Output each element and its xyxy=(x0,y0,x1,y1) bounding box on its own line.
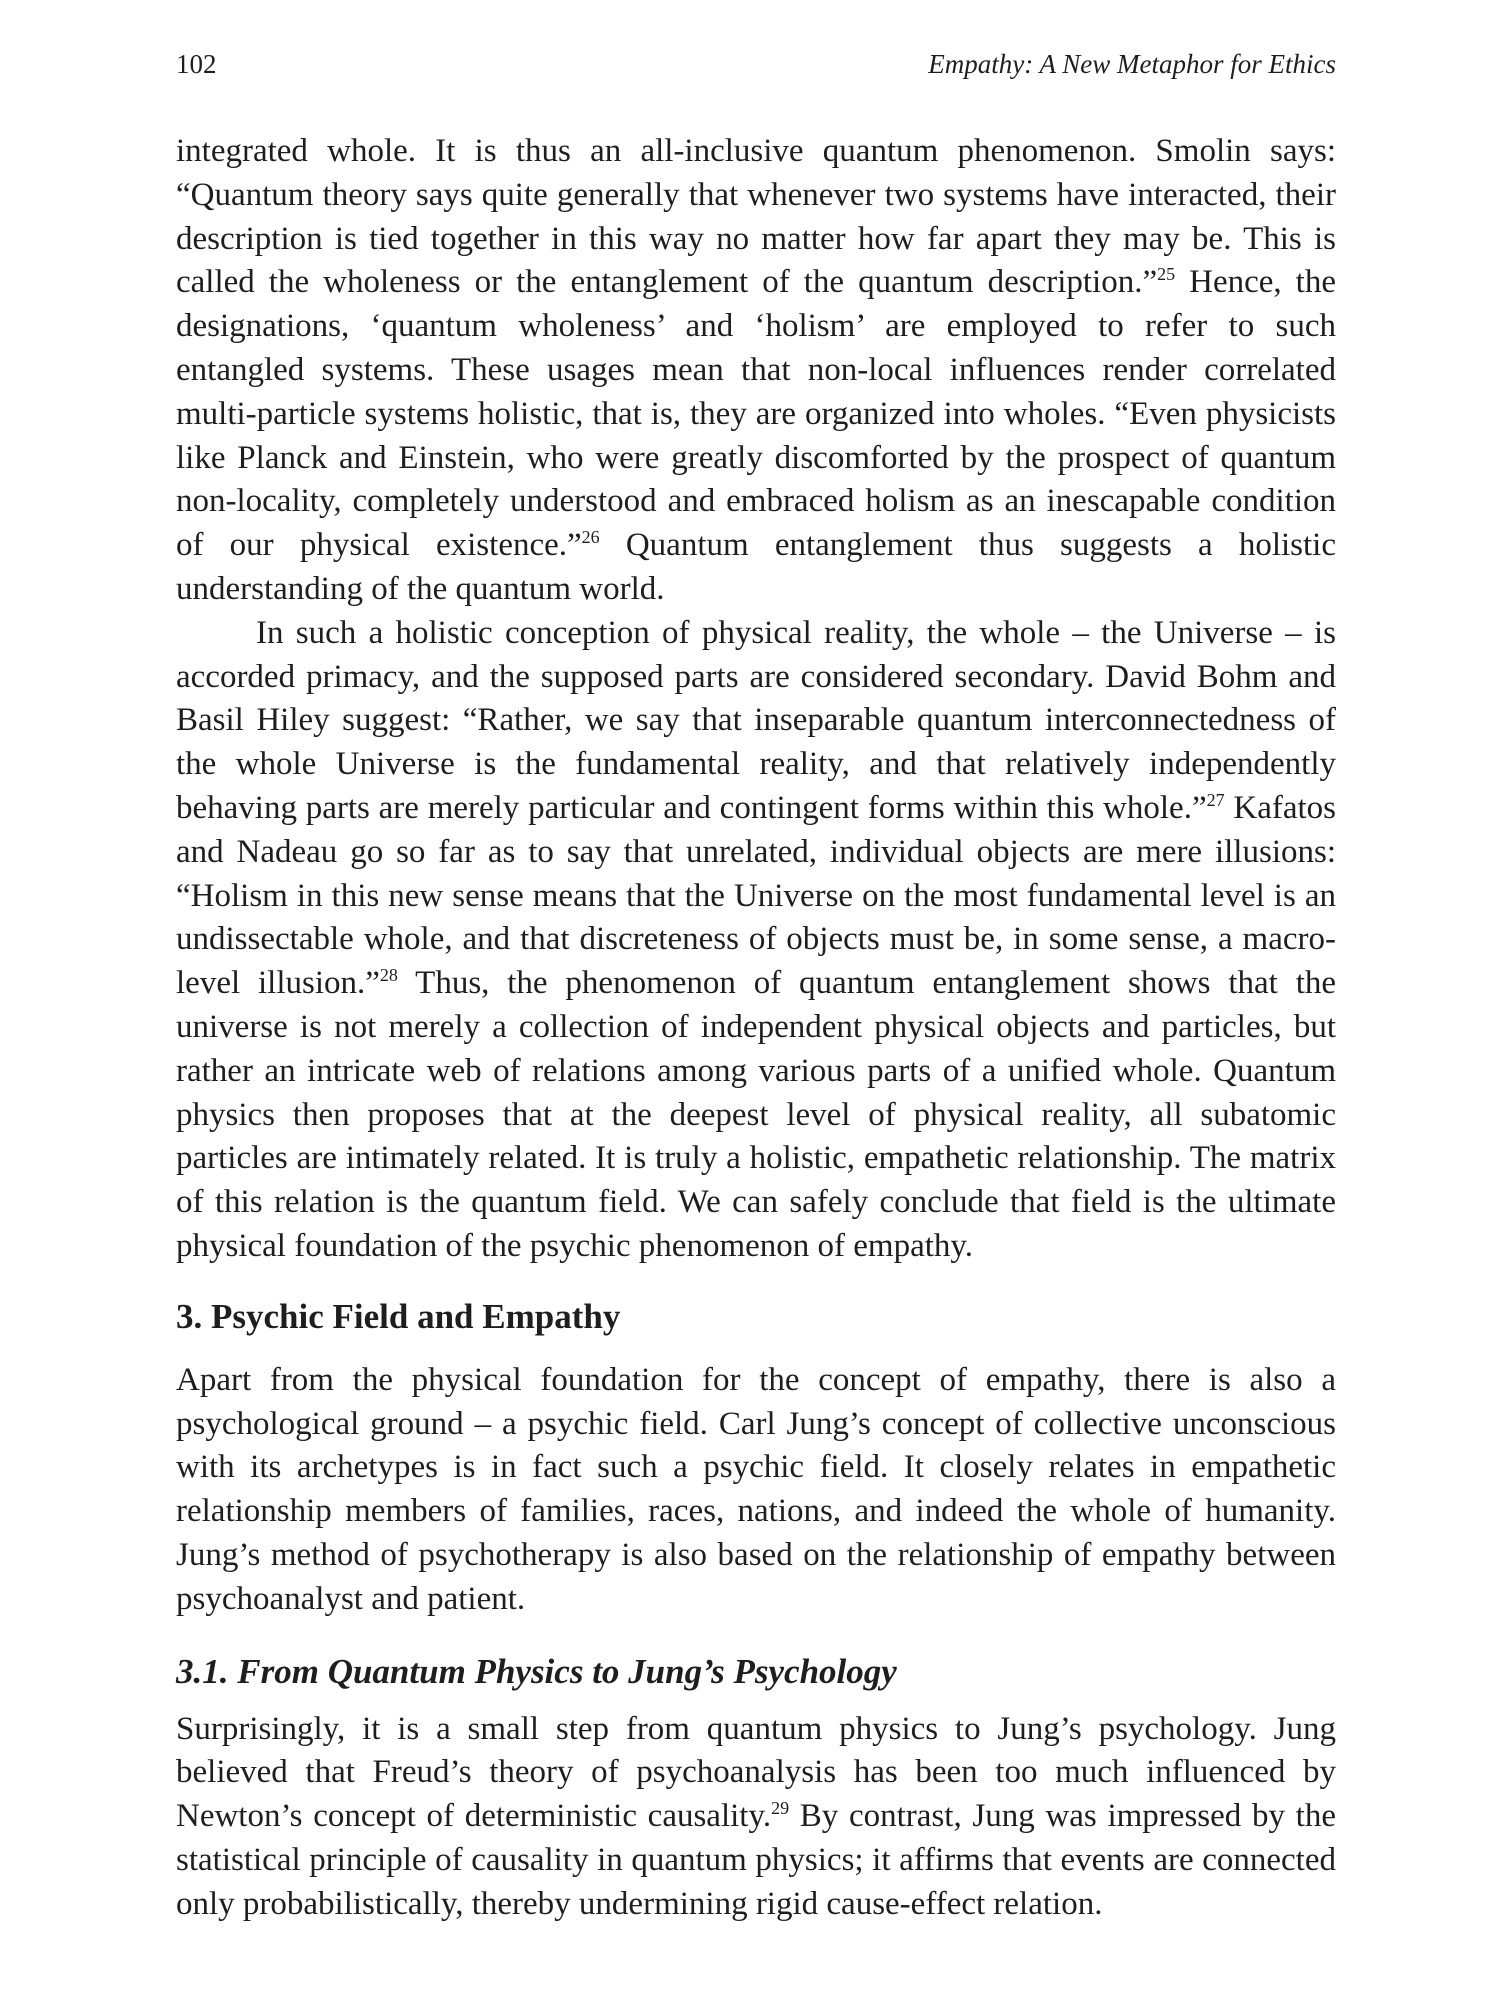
subsection-heading-quantum-to-jung: 3.1. From Quantum Physics to Jung’s Psychology xyxy=(176,1651,897,1691)
paragraph-text: Kafatos and Nadeau go so far as to say that unrelated, individual objects are mere illusions: “Holism in this new sense means that the Universe on the most fundamental level is an undissectable whole, and that discreteness of objects must be, in some sense, a macro-level illusion.” xyxy=(176,789,1336,1002)
paragraph-text: Surprisingly, it is a small step from quantum physics to Jung’s psychology. Jung believed that Freud’s theory of psychoanalysis has been too much influenced by Newton’s concept of deterministic causality. xyxy=(176,1710,1336,1835)
page-number: 102 xyxy=(176,49,217,79)
footnote-marker-25: 25 xyxy=(1157,264,1176,285)
paragraph-text: Quantum entanglement thus suggests a holistic understanding of the quantum world. xyxy=(176,527,1336,607)
footnote-marker-29: 29 xyxy=(771,1798,790,1819)
paragraph-holistic-conception xyxy=(176,612,1336,1269)
paragraph-text: integrated whole. It is thus an all-inclusive quantum phenomenon. Smolin says: “Quantum theory says quite generally that whenever two systems have interacted, their description is tied together in this way no matter how far apart they may be. This is called the wholeness or the entanglement of the quantum description.” xyxy=(176,133,1336,301)
paragraph-text: By contrast, Jung was impressed by the statistical principle of causality in quantum physics; it affirms that events are connected only probabilistically, thereby undermining rigid cause-effect relation. xyxy=(176,1798,1336,1922)
paragraph-text: In such a holistic conception of physical reality, the whole – the Universe – is accorded primacy, and the supposed parts are considered secondary. David Bohm and Basil Hiley suggest: “Rather, we say that inseparable quantum interconnectedness of the whole Universe is the fundamental reality, and that relatively independently behaving parts are merely particular and contingent forms within this whole.” xyxy=(176,614,1336,826)
paragraph-text: Hence, the designations, ‘quantum wholeness’ and ‘holism’ are employed to refer to such entangled systems. These usages mean that non-local influences render correlated multi-particle systems holistic, that is, they are organized into wholes. “Even physicists like Planck and Einstein, who were greatly discomforted by the prospect of quantum non-locality, completely understood and embraced holism as an inescapable condition of our physical existence.” xyxy=(176,264,1336,564)
paragraph-quantum-to-jung xyxy=(176,1708,1336,1927)
body-text xyxy=(176,130,1336,1926)
section-heading-psychic-field: 3. Psychic Field and Empathy xyxy=(176,1296,621,1336)
footnote-marker-26: 26 xyxy=(581,527,600,548)
paragraph-text: Thus, the phenomenon of quantum entanglement shows that the universe is not merely a collection of independent physical objects and particles, but rather an intricate web of relations among various parts of a unified whole. Quantum physics then proposes that at the deepest level of physical reality, all subatomic particles are intimately related. It is truly a holistic, empathetic relationship. The matrix of this relation is the quantum field. We can safely conclude that field is the ultimate physical foundation of the psychic phenomenon of empathy. xyxy=(176,965,1337,1264)
paragraph-quantum-wholeness xyxy=(176,130,1336,612)
paragraph-psychic-field: Apart from the physical foundation for the concept of empathy, there is also a psychological ground – a psychic field. Carl Jung’s concept of collective unconscious with its archetypes is in fact such a psychic field. It closely relates in empathetic relationship members of families, races, nations, and indeed the whole of humanity. Jung’s method of psychotherapy is also based on the relationship of empathy between psychoanalyst and patient. xyxy=(176,1361,1336,1617)
footnote-marker-27: 27 xyxy=(1206,789,1225,810)
running-head xyxy=(176,44,1336,84)
running-title: Empathy: A New Metaphor for Ethics xyxy=(928,49,1336,79)
footnote-marker-28: 28 xyxy=(379,965,398,986)
